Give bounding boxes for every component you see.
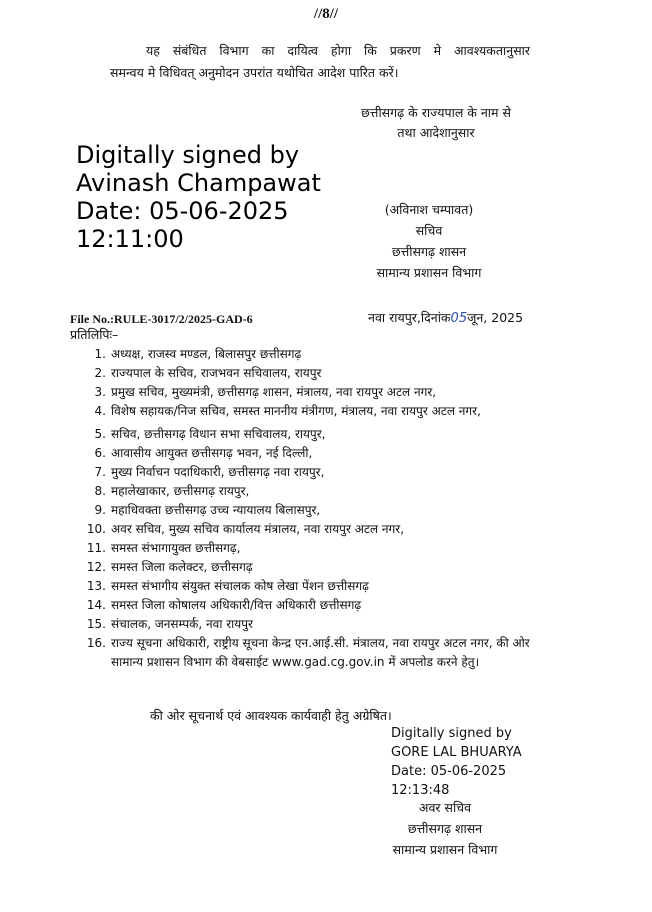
signer-2-department: सामान्य प्रशासन विभाग (392, 842, 498, 857)
signer-2-block (360, 797, 530, 860)
copy-to-label: प्रतिलिपिः– (70, 327, 119, 342)
copy-list (84, 345, 564, 672)
authority-block (336, 103, 536, 143)
list-item: 11. समस्त संभागायुक्त छत्तीसगढ़, (86, 541, 241, 555)
signature-2-line-4: 12:13:48 (391, 783, 450, 798)
signature-2-line-2: GORE LAL BHUARYA (391, 745, 522, 760)
signature-line-4: 12:11:00 (76, 225, 184, 253)
dated-suffix: जून, 2025 (467, 310, 524, 325)
list-item: 13. समस्त संभागीय संयुक्त संचालक कोष लेखा पेंशन छत्तीसगढ़ (86, 579, 369, 593)
list-item: 5. सचिव, छत्तीसगढ़ विधान सभा सचिवालय, रायपुर, (94, 427, 326, 441)
list-item: 9. महाधिवक्ता छत्तीसगढ़ उच्च न्यायालय बिलासपुर, (94, 503, 321, 517)
dated-day: 05 (450, 311, 468, 326)
signer-block (344, 199, 514, 283)
signature-line-3: Date: 05-06-2025 (76, 197, 289, 225)
list-item: 6. आवासीय आयुक्त छत्तीसगढ़ भवन, नई दिल्ली, (94, 446, 313, 460)
list-item: 8. महालेखाकार, छत्तीसगढ़ रायपुर, (94, 484, 250, 498)
dated-prefix: नवा रायपुर,दिनांक (368, 310, 451, 325)
list-item: 14. समस्त जिला कोषालय अधिकारी/वित्त अधिकारी छत्तीसगढ़ (86, 598, 362, 612)
signer-government: छत्तीसगढ़ शासन (391, 244, 467, 259)
list-item: 3. प्रमुख सचिव, मुख्यमंत्री, छत्तीसगढ़ शासन, मंत्रालय, नवा रायपुर अटल नगर, (94, 385, 437, 399)
body-paragraph (110, 40, 530, 84)
signer-2-designation: अवर सचिव (418, 800, 472, 815)
authority-line-1: छत्तीसगढ़ के राज्यपाल के नाम से (361, 105, 511, 120)
paragraph-line-1: यह संबंधित विभाग का दायित्व होगा कि प्रकरण मे आवश्यकतानुसार (146, 43, 530, 58)
digital-signature-stamp (76, 141, 321, 253)
list-item: 12. समस्त जिला कलेक्टर, छत्तीसगढ़ (86, 560, 253, 574)
list-item: 7. मुख्य निर्वाचन पदाधिकारी, छत्तीसगढ़ नवा रायपुर, (94, 465, 325, 479)
list-item: 10. अवर सचिव, मुख्य सचिव कार्यालय मंत्रालय, नवा रायपुर अटल नगर, (86, 522, 405, 536)
signer-designation: सचिव (415, 223, 443, 238)
paragraph-line-2: समन्वय मे विधिवत् अनुमोदन उपरांत यथोचित आदेश पारित करें। (110, 65, 399, 80)
signature-2-line-3: Date: 05-06-2025 (391, 764, 507, 779)
dated-line (368, 309, 523, 326)
list-item: 2. राज्यपाल के सचिव, राजभवन सचिवालय, रायपुर (94, 366, 322, 380)
signature-2-line-1: Digitally signed by (391, 726, 512, 741)
list-item: 15. संचालक, जनसम्पर्क, नवा रायपुर (86, 617, 253, 631)
file-number: File No.:RULE-3017/2/2025-GAD-6 (70, 312, 253, 326)
list-item: 16. राज्य सूचना अधिकारी, राष्ट्रीय सूचना केन्द्र एन.आई.सी. मंत्रालय, नवा रायपुर अटल नगर, की ओर सामान्य प्रशासन विभाग की वेबसाईट www.gad.cg.gov.in में अपलोड करने हेतु। (86, 636, 530, 669)
signer-2-government: छत्तीसगढ़ शासन (407, 821, 483, 836)
signer-name: (अविनाश चम्पावत) (384, 202, 474, 217)
list-item: 1. अध्यक्ष, राजस्व मण्डल, बिलासपुर छत्तीसगढ़ (94, 347, 302, 361)
authority-line-2: तथा आदेशानुसार (397, 125, 475, 140)
forwarding-note: की ओर सूचनार्थ एवं आवश्यक कार्यवाही हेतु अग्रेषित। (150, 708, 392, 723)
page-number: //8// (313, 6, 339, 22)
signature-line-1: Digitally signed by (76, 141, 300, 169)
list-item: 4. विशेष सहायक/निज सचिव, समस्त माननीय मंत्रीगण, मंत्रालय, नवा रायपुर अटल नगर, (94, 404, 481, 418)
digital-signature-stamp-2 (391, 724, 522, 800)
signature-line-2: Avinash Champawat (76, 169, 321, 197)
signer-department: सामान्य प्रशासन विभाग (376, 265, 482, 280)
